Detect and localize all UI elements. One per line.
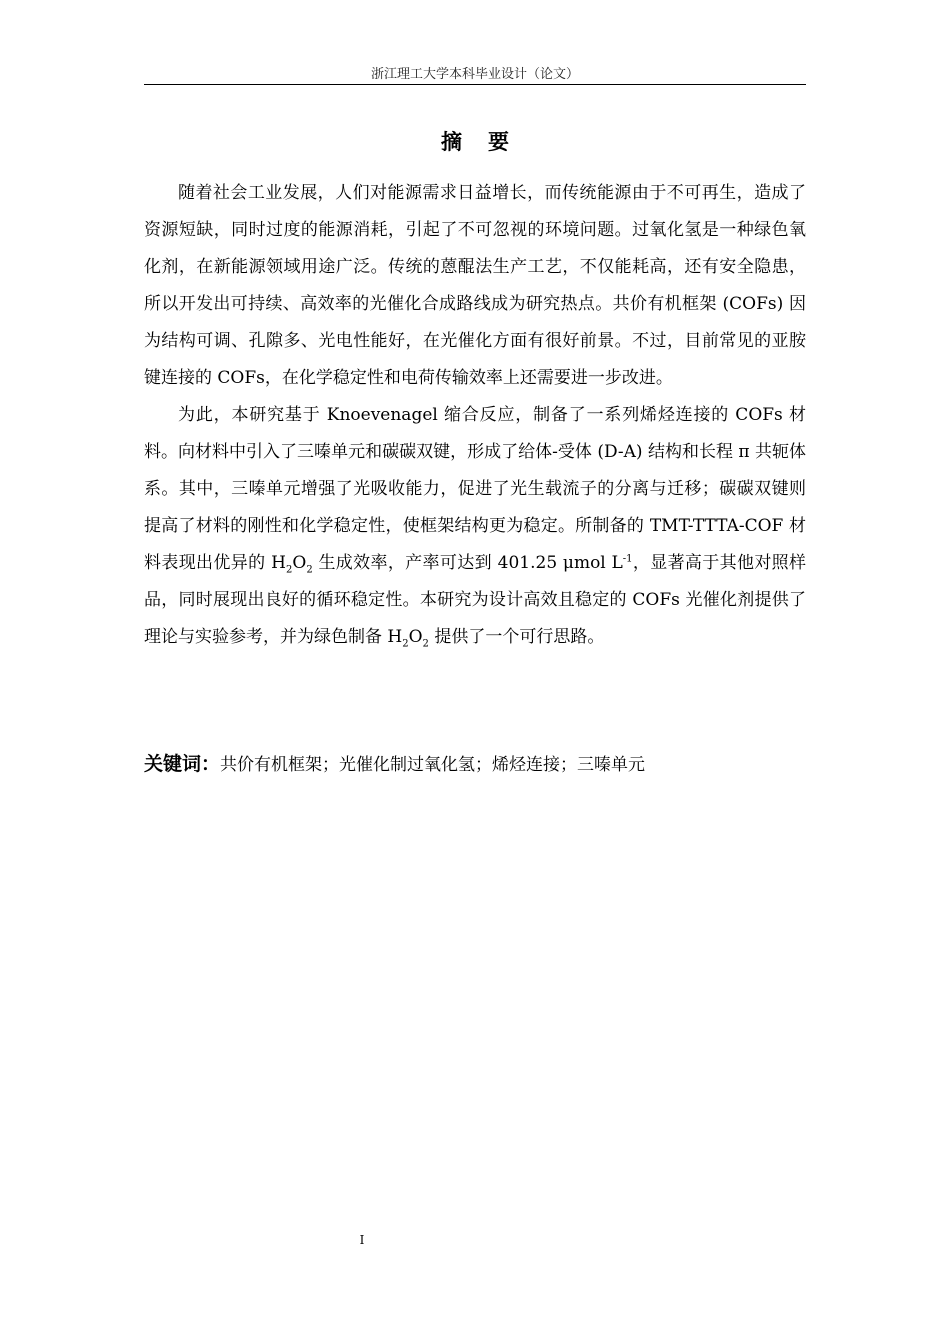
abstract-paragraph-2	[144, 397, 806, 656]
subscript: 2	[422, 638, 429, 650]
paragraph-2-text-a: 为此，本研究基于 Knoevenagel 缩合反应，制备了一系列烯烃连接的 COFs 材料。向材料中引入了三嗪单元和碳碳双键，形成了给体-受体 (D-A) 结构和长程 π 共轭体系。其中，三嗪单元增强了光吸收能力，促进了光生载流子的分离与迁移；碳碳双键则提高了材料的刚性和化学稳定性，使框架结构更为稳定。所制备的 TMT-TTTA-COF 材料表现出优异的 H	[144, 405, 806, 573]
paragraph-2-text-c: 生成效率，产率可达到 401.25 μmol L	[312, 553, 623, 573]
subscript: 2	[306, 564, 313, 576]
page-header: 浙江理工大学本科毕业设计（论文）	[370, 67, 579, 82]
paragraph-2-text-b: O	[292, 553, 307, 573]
paragraph-2-text-e: O	[408, 627, 423, 647]
abstract-paragraph-1: 随着社会工业发展，人们对能源需求日益增长，而传统能源由于不可再生，造成了资源短缺，同时过度的能源消耗，引起了不可忽视的环境问题。过氧化氢是一种绿色氧化剂，在新能源领域用途广泛。传统的蒽醌法生产工艺，不仅能耗高，还有安全隐患，所以开发出可持续、高效率的光催化合成路线成为研究热点。共价有机框架 (COFs) 因为结构可调、孔隙多、光电性能好，在光催化方面有很好前景。不过，目前常见的亚胺键连接的 COFs，在化学稳定性和电荷传输效率上还需要进一步改进。	[144, 183, 806, 388]
page-number: I	[359, 1233, 365, 1247]
header-rule	[144, 84, 806, 85]
keywords-text: 共价有机框架；光催化制过氧化氢；烯烃连接；三嗪单元	[220, 755, 646, 775]
keywords-label: 关键词：	[144, 753, 221, 775]
subscript: 2	[402, 638, 409, 650]
subscript: 2	[286, 564, 293, 576]
keywords	[144, 749, 806, 780]
page-title: 摘要	[441, 130, 535, 154]
paragraph-2-text-d: ，显著高于其他对照样品，同时展现出良好的循环稳定性。本研究为设计高效且稳定的 COFs 光催化剂提供了理论与实验参考，并为绿色制备 H	[144, 553, 807, 647]
superscript: -1	[622, 553, 633, 565]
paragraph-2-text-f: 提供了一个可行思路。	[428, 627, 605, 647]
abstract-body	[144, 175, 806, 656]
